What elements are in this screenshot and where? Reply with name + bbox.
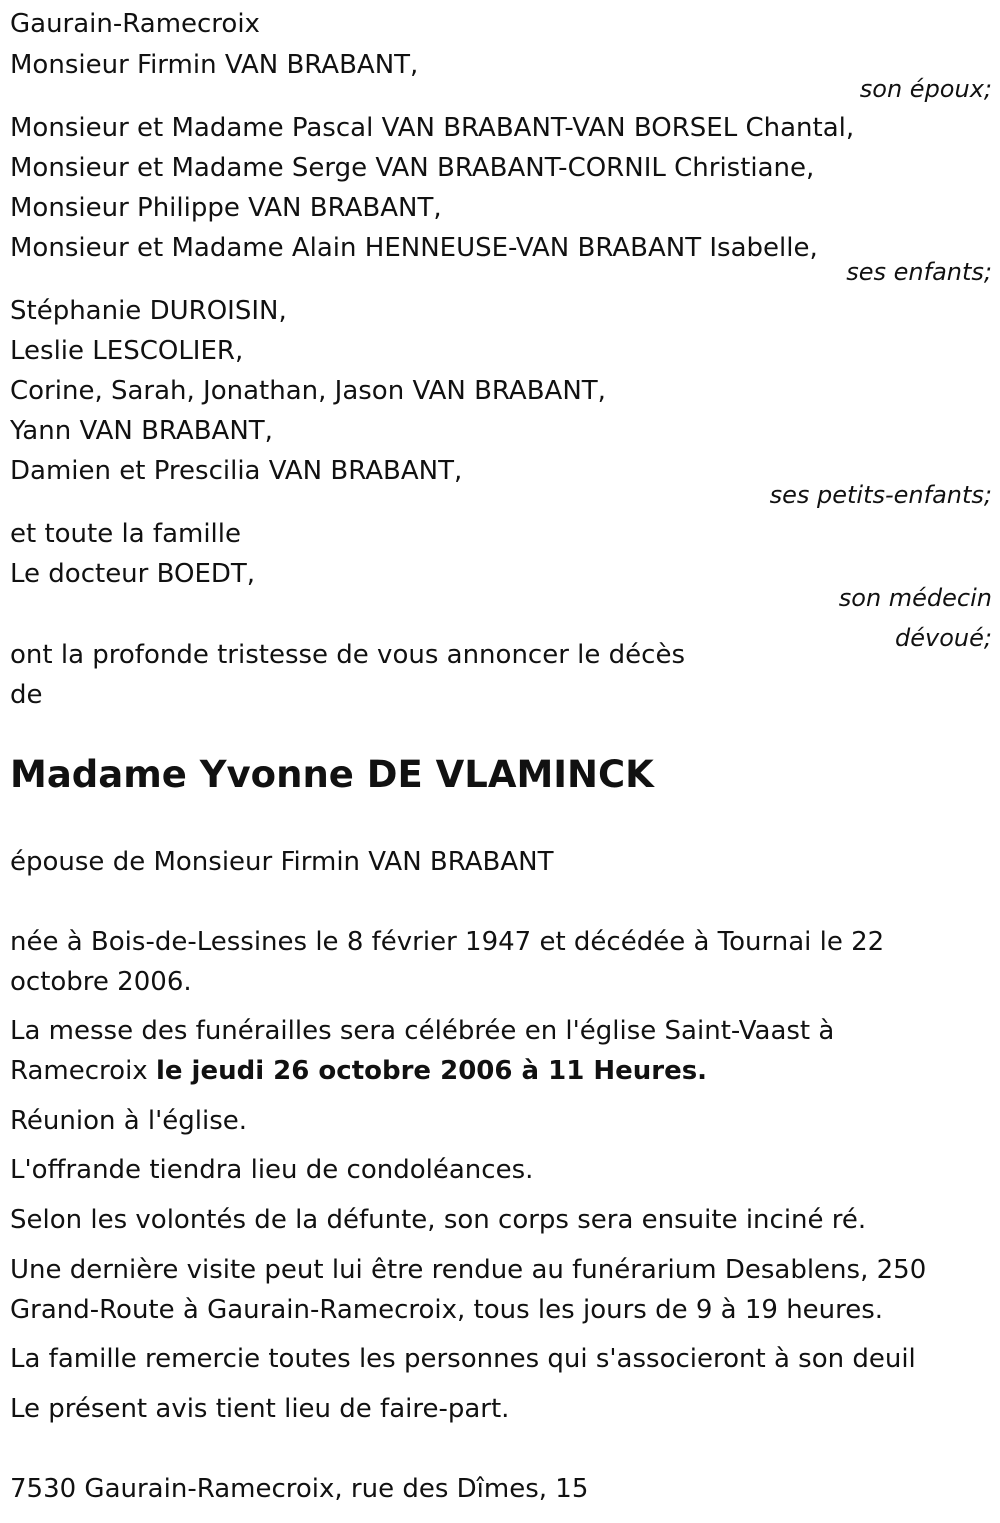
grandchild-line: Corine, Sarah, Jonathan, Jason VAN BRABANT, bbox=[10, 376, 606, 406]
child-line: Monsieur Philippe VAN BRABANT, bbox=[10, 193, 442, 223]
children-relation: ses enfants; bbox=[846, 258, 992, 286]
mass-date-line bbox=[10, 1051, 707, 1091]
doctor-relation-continued: dévoué; bbox=[895, 624, 992, 652]
visit-line: Une dernière visite peut lui être rendue au funérarium Desablens, 250 bbox=[10, 1255, 927, 1285]
grandchild-line: Stéphanie DUROISIN, bbox=[10, 296, 287, 326]
birth-death-line: née à Bois-de-Lessines le 8 février 1947 et décédée à Tournai le 22 bbox=[10, 927, 885, 957]
doctor-relation: son médecin bbox=[838, 584, 992, 612]
notice-line: Le présent avis tient lieu de faire-part. bbox=[10, 1394, 510, 1424]
mass-line: La messe des funérailles sera célébrée en l'église Saint-Vaast à bbox=[10, 1016, 835, 1046]
mass-location-text: Ramecroix bbox=[10, 1056, 156, 1086]
deceased-name: Madame Yvonne DE VLAMINCK bbox=[10, 753, 654, 796]
grandchild-line: Yann VAN BRABANT, bbox=[10, 416, 273, 446]
announcement-line: ont la profonde tristesse de vous annoncer le décès bbox=[10, 640, 685, 670]
child-line: Monsieur et Madame Serge VAN BRABANT-CORNIL Christiane, bbox=[10, 153, 815, 183]
announcement-line: de bbox=[10, 680, 43, 710]
child-line: Monsieur et Madame Alain HENNEUSE-VAN BRABANT Isabelle, bbox=[10, 233, 818, 263]
address-line: 7530 Gaurain-Ramecroix, rue des Dîmes, 15 bbox=[10, 1474, 589, 1504]
extended-family: et toute la famille bbox=[10, 519, 241, 549]
visit-line: Grand-Route à Gaurain-Ramecroix, tous les jours de 9 à 19 heures. bbox=[10, 1295, 884, 1325]
birth-death-line: octobre 2006. bbox=[10, 967, 192, 997]
grandchildren-relation: ses petits-enfants; bbox=[769, 481, 992, 509]
cremation-line: Selon les volontés de la défunte, son corps sera ensuite inciné ré. bbox=[10, 1205, 867, 1235]
thanks-line: La famille remercie toutes les personnes qui s'associeront à son deuil bbox=[10, 1344, 916, 1374]
doctor-name: Le docteur BOEDT, bbox=[10, 559, 256, 589]
meeting-line: Réunion à l'église. bbox=[10, 1106, 248, 1136]
grandchild-line: Damien et Prescilia VAN BRABANT, bbox=[10, 456, 463, 486]
offering-line: L'offrande tiendra lieu de condoléances. bbox=[10, 1155, 534, 1185]
grandchild-line: Leslie LESCOLIER, bbox=[10, 336, 244, 366]
child-line: Monsieur et Madame Pascal VAN BRABANT-VAN BORSEL Chantal, bbox=[10, 113, 855, 143]
deceased-spouse-line: épouse de Monsieur Firmin VAN BRABANT bbox=[10, 847, 554, 877]
mass-date: le jeudi 26 octobre 2006 à 11 Heures. bbox=[155, 1056, 708, 1086]
spouse-relation: son époux; bbox=[859, 75, 992, 103]
spouse-name: Monsieur Firmin VAN BRABANT, bbox=[10, 50, 419, 80]
town-header: Gaurain-Ramecroix bbox=[10, 9, 260, 39]
